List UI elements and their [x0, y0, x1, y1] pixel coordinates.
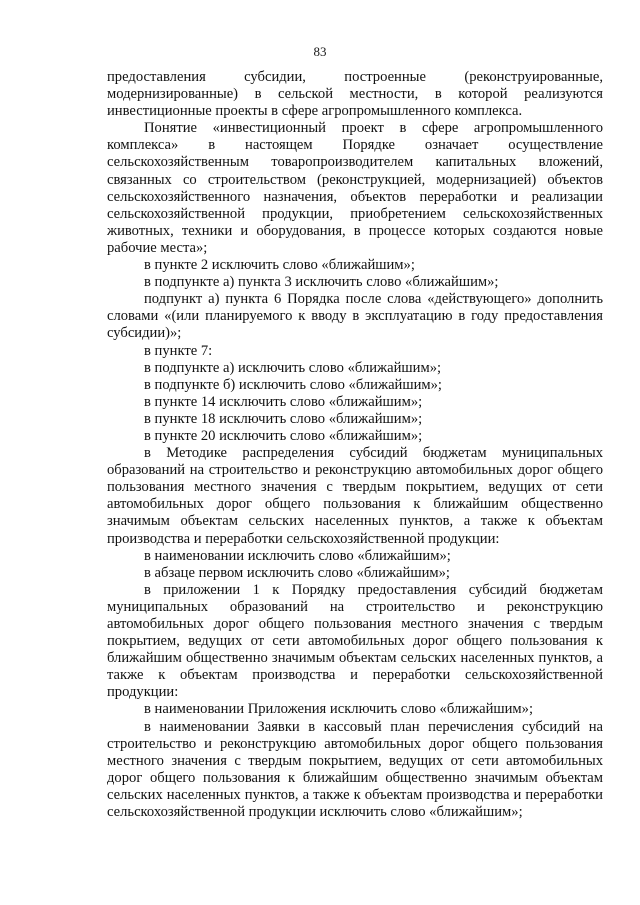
paragraph-item: в наименовании исключить слово «ближайшим»;: [144, 547, 451, 564]
paragraph-item: в подпункте а) пункта 3 исключить слово «ближайшим»;: [144, 274, 499, 291]
paragraph-definition: Понятие «инвестиционный проект в сфере агропромышленного комплекса» в настоящем Порядке означает осуществление сельскохозяйственным товаропроизводителем капитальных вложений, связанных со строительством (реконструкцией, модернизацией) объектов сельскохозяйственного назначения, объектов переработки и реализации сельскохозяйственной продукции, приобретением сельскохозяйственных животных, техники и оборудования, в процессе которых создаются новые рабочие места»;: [107, 120, 603, 256]
paragraph-item: в подпункте а) исключить слово «ближайшим»;: [144, 359, 442, 376]
document-body: [107, 69, 603, 821]
paragraph-item: в пункте 18 исключить слово «ближайшим»;: [144, 410, 423, 427]
paragraph-item: в пункте 14 исключить слово «ближайшим»;: [144, 393, 423, 410]
paragraph-item: подпункт а) пункта 6 Порядка после слова «действующего» дополнить словами «(или планируемого к вводу в эксплуатацию в году предоставления субсидии)»;: [107, 291, 603, 342]
paragraph-item: в подпункте б) исключить слово «ближайшим»;: [144, 376, 442, 393]
page-number: 83: [313, 44, 327, 59]
paragraph-item: в наименовании Приложения исключить слово «ближайшим»;: [144, 701, 534, 718]
paragraph-methodology: в Методике распределения субсидий бюджетам муниципальных образований на строительство и реконструкцию автомобильных дорог общего пользования местного значения с твердым покрытием, ведущих от сети автомобильных дорог общего пользования к ближайшим общественно значимым объектам сельских населенных пунктов, а также к объектам производства и переработки сельскохозяйственной продукции:: [107, 445, 603, 547]
paragraph-item: в пункте 20 исключить слово «ближайшим»;: [144, 427, 423, 444]
paragraph-continuation: предоставления субсидии, построенные (реконструированные, модернизированные) в сельской местности, в которой реализуются инвестиционные проекты в сфере агропромышленного комплекса.: [107, 69, 603, 120]
paragraph-appendix: в приложении 1 к Порядку предоставления субсидий бюджетам муниципальных образований на строительство и реконструкцию автомобильных дорог общего пользования местного значения с твердым покрытием, ведущих от сети автомобильных дорог общего пользования к ближайшим общественно значимым объектам сельских населенных пунктов, а также к объектам производства и переработки сельскохозяйственной продукции:: [107, 581, 603, 701]
paragraph-application: в наименовании Заявки в кассовый план перечисления субсидий на строительство и реконструкцию автомобильных дорог общего пользования местного значения с твердым покрытием, ведущих от сети автомобильных дорог общего пользования к ближайшим общественно значимым объектам сельских населенных пунктов, а также к объектам производства и переработки сельскохозяйственной продукции исключить слово «ближайшим»;: [107, 718, 603, 821]
paragraph-item: в абзаце первом исключить слово «ближайшим»;: [144, 564, 450, 581]
paragraph-item: в пункте 7:: [144, 342, 213, 359]
paragraph-item: в пункте 2 исключить слово «ближайшим»;: [144, 257, 415, 274]
